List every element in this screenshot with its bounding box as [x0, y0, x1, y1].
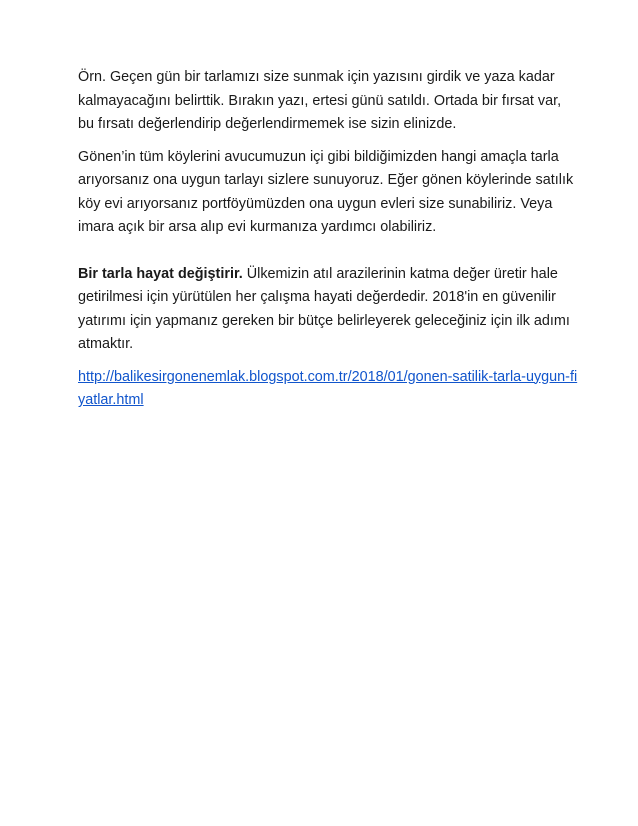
blog-link[interactable]: http://balikesirgonenemlak.blogspot.com.tr/2018/01/gonen-satilik-tarla-uygun-fiyatlar.html [78, 368, 578, 408]
bold-lead-sentence: Bir tarla hayat değiştirir. [78, 265, 243, 282]
paragraph-villages: Gönen’in tüm köylerini avucumuzun içi gibi bildiğimizden hangi amaçla tarla arıyorsanız ona uygun tarlayı sizlere sunuyoruz. Eğer gönen köylerinde satılık köy evi arıyorsanız portföyümüzden ona uygun evleri size sunabiliriz. Veya imara açık bir arsa alıp evi kurmanıza yardımcı olabiliriz. [78, 148, 574, 235]
paragraph-example: Örn. Geçen gün bir tarlamızı size sunmak için yazısını girdik ve yaza kadar kalmayacağını belirttik. Bırakın yazı, ertesi günü satıldı. Ortada bir fırsat var, bu fırsatı değerlendirip değerlendirmemek ise sizin elinizde. [78, 69, 562, 132]
paragraph-investment-body: Ülkemizin atıl arazilerinin katma değer üretir hale getirilmesi için yürütülen her çalışma hayati değerdedir. 2018'in en güvenilir yatırımı için yapmanız gereken bir bütçe belirleyerek geleceğiniz için ilk adımı atmaktır. [78, 265, 570, 352]
paragraph-link [78, 366, 578, 413]
paragraph-investment [78, 263, 578, 357]
document-page [78, 66, 578, 413]
